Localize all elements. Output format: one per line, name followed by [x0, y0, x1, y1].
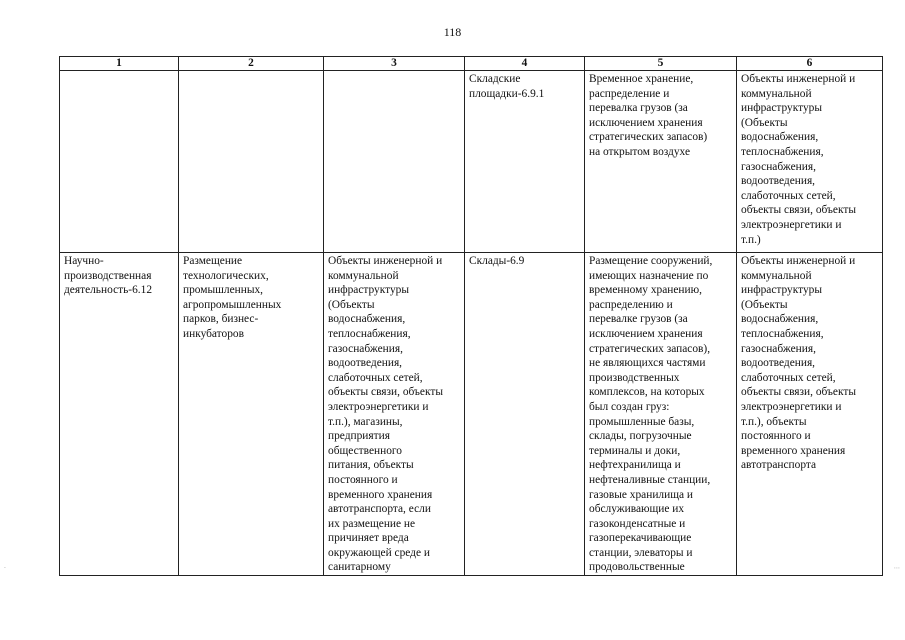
table-row	[60, 71, 883, 253]
table-row	[60, 253, 883, 576]
table-cell	[179, 71, 324, 253]
column-header-4: 4	[465, 57, 585, 71]
column-header-6: 6	[737, 57, 883, 71]
cell-text: Склады-6.9	[469, 255, 525, 267]
column-header-2: 2	[179, 57, 324, 71]
table-cell	[324, 253, 465, 576]
cell-text: Объекты инженерной и коммунальной инфраструктуры (Объекты водоснабжения, теплоснабжения, газоснабжения, водоотведения, слаботочных сетей, объекты связи, объекты электроэнергетики и т.п.)	[741, 73, 856, 246]
page-number: 118	[443, 25, 462, 39]
table-cell	[60, 71, 179, 253]
column-header-1: 1	[60, 57, 179, 71]
cell-text: Объекты инженерной и коммунальной инфраструктуры (Объекты водоснабжения, теплоснабжения, газоснабжения, водоотведения, слаботочных сетей, объекты связи, объекты электроэнергетики и т.п.), объекты постоянного и временного хранения автотранспорта	[741, 255, 856, 472]
table-cell	[324, 71, 465, 253]
column-header-5: 5	[585, 57, 737, 71]
column-header-3: 3	[324, 57, 465, 71]
table-cell	[465, 253, 585, 576]
table-cell	[465, 71, 585, 253]
zoning-table	[59, 56, 883, 576]
table-cell	[585, 71, 737, 253]
table-cell	[179, 253, 324, 576]
scan-mark-left: ·	[4, 565, 6, 572]
cell-text: Объекты инженерной и коммунальной инфраструктуры (Объекты водоснабжения, теплоснабжения, газоснабжения, водоотведения, слаботочных сетей, объекты связи, объекты электроэнергетики и т.п.), магазины, предприятия общественного питания, объекты постоянного и временного хранения автотранспорта, если их размещение не причиняет вреда окружающей среде и санитарному	[328, 255, 443, 574]
table-cell	[60, 253, 179, 576]
cell-text: Временное хранение, распределение и перевалка грузов (за исключением хранения стратегических запасов) на открытом воздухе	[589, 73, 708, 158]
table-cell	[585, 253, 737, 576]
header-row	[60, 57, 883, 71]
cell-text: Размещение сооружений, имеющих назначение по временному хранению, распределению и перевалке грузов (за исключением хранения стратегических запасов), не являющихся частями производственных комплексов, на которых был создан груз: промышленные базы, склады, погрузочные терминалы и доки, нефтехранилища и нефтеналивные станции, газовые хранилища и обслуживающие их газоконденсатные и газоперекачивающие станции, элеваторы и продовольственные	[589, 255, 713, 574]
cell-text: Научно- производственная деятельность-6.12	[64, 255, 153, 297]
cell-text: Складские площадки-6.9.1	[469, 73, 545, 100]
table-cell	[737, 71, 883, 253]
table-cell	[737, 253, 883, 576]
scan-mark-right: ⋮	[893, 565, 900, 571]
cell-text: Размещение технологических, промышленных, агропромышленных парков, бизнес- инкубаторов	[183, 255, 282, 340]
